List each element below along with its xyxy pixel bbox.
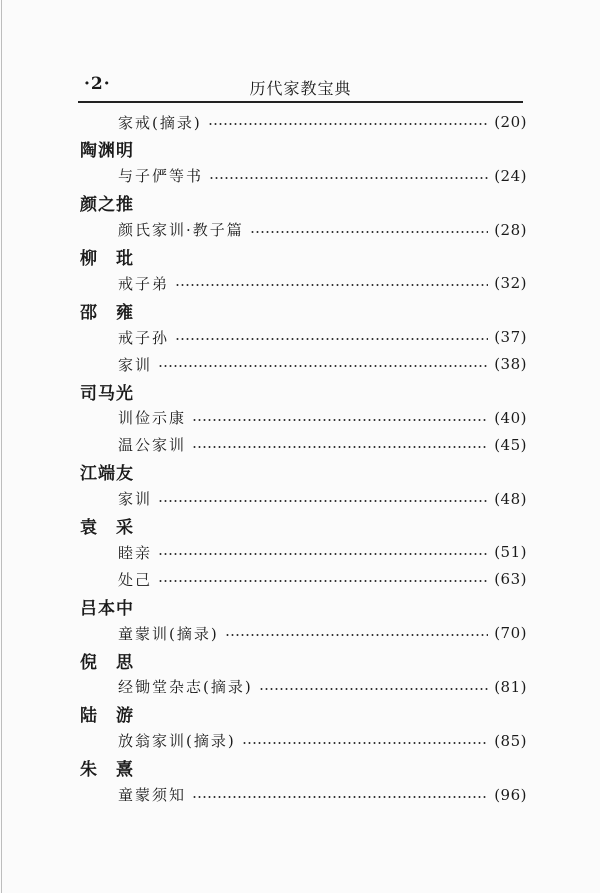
author-name: 陶渊明 — [80, 141, 134, 162]
running-header — [78, 74, 523, 100]
toc-author[interactable] — [80, 648, 134, 672]
dot-leader — [192, 446, 488, 448]
entry-page-number: (63) — [494, 570, 527, 589]
dot-leader — [208, 123, 488, 125]
entry-page-number: (40) — [494, 408, 527, 427]
toc-entry[interactable] — [118, 540, 527, 564]
entry-title: 戒子孙 — [118, 328, 170, 347]
header-rule — [78, 101, 523, 103]
dot-leader — [158, 365, 488, 367]
dot-leader — [209, 177, 488, 179]
toc-author[interactable] — [80, 245, 134, 269]
entry-page-number: (28) — [494, 220, 527, 239]
entry-title: 训俭示康 — [118, 409, 187, 428]
page-number: ·2· — [84, 74, 111, 94]
author-name: 陆 游 — [80, 706, 134, 727]
entry-page-number: (37) — [494, 328, 527, 347]
toc-author[interactable] — [80, 702, 134, 726]
entry-title: 家训 — [118, 490, 153, 509]
author-name: 袁 采 — [80, 518, 134, 538]
entry-page-number: (32) — [494, 274, 527, 293]
dot-leader — [250, 231, 488, 233]
toc-entry[interactable] — [118, 567, 527, 591]
entry-title: 童蒙须知 — [118, 786, 187, 804]
page-edge — [1, 0, 2, 893]
dot-leader — [259, 688, 488, 690]
entry-title: 睦亲 — [118, 543, 153, 562]
dot-leader — [175, 284, 488, 286]
toc-author[interactable] — [80, 379, 134, 403]
dot-leader — [192, 796, 488, 798]
author-name: 邵 雍 — [80, 302, 134, 323]
book-title: 历代家教宝典 — [249, 79, 352, 98]
toc-author[interactable] — [80, 460, 134, 484]
toc-entry[interactable] — [118, 218, 527, 242]
dot-leader — [225, 634, 488, 636]
entry-page-number: (70) — [494, 624, 527, 643]
entry-title: 经锄堂杂志(摘录) — [118, 678, 253, 697]
entry-title: 童蒙训(摘录) — [118, 624, 219, 643]
entry-page-number: (24) — [494, 166, 527, 185]
toc-entry[interactable] — [118, 783, 527, 807]
entry-page-number: (45) — [494, 435, 527, 454]
entry-title: 家训 — [118, 355, 153, 374]
toc-entry[interactable] — [118, 325, 527, 349]
toc-entry[interactable] — [118, 621, 527, 645]
author-name: 倪 思 — [80, 652, 134, 673]
toc-entry[interactable] — [118, 433, 527, 457]
toc-entry[interactable] — [118, 406, 527, 430]
dot-leader — [192, 419, 488, 421]
entry-page-number: (38) — [494, 355, 527, 374]
dot-leader — [158, 500, 488, 502]
toc-author[interactable] — [80, 137, 134, 161]
author-name: 颜之推 — [80, 195, 134, 216]
entry-page-number: (51) — [494, 543, 527, 562]
toc-author[interactable] — [80, 298, 134, 322]
entry-title: 温公家训 — [118, 436, 187, 455]
toc-entry[interactable] — [118, 487, 527, 511]
dot-leader — [158, 580, 488, 582]
entry-page-number: (96) — [494, 785, 527, 804]
entry-page-number: (81) — [494, 677, 527, 696]
entry-title: 与子俨等书 — [118, 167, 204, 186]
entry-title: 颜氏家训·教子篇 — [118, 221, 244, 240]
toc-entry[interactable] — [118, 164, 527, 188]
entry-page-number: (85) — [494, 731, 527, 750]
author-name: 江端友 — [80, 464, 134, 485]
author-name: 柳 玭 — [80, 249, 134, 269]
toc-entry[interactable] — [118, 271, 527, 295]
author-name: 朱 熹 — [80, 760, 134, 781]
entry-page-number: (20) — [494, 113, 527, 131]
dot-leader — [175, 338, 488, 340]
entry-page-number: (48) — [494, 489, 527, 508]
toc-author[interactable] — [80, 514, 134, 538]
toc-entry[interactable] — [118, 675, 527, 699]
entry-title: 处己 — [118, 570, 153, 589]
toc-entry[interactable] — [118, 110, 527, 134]
dot-leader — [242, 742, 488, 744]
entry-title: 家戒(摘录) — [118, 113, 202, 132]
toc-entry[interactable] — [118, 352, 527, 376]
toc-author[interactable] — [80, 756, 134, 780]
author-name: 司马光 — [80, 383, 134, 404]
dot-leader — [158, 553, 488, 555]
toc-author[interactable] — [80, 191, 134, 215]
toc-entry[interactable] — [118, 729, 527, 753]
author-name: 吕本中 — [80, 598, 134, 619]
entry-title: 放翁家训(摘录) — [118, 732, 236, 751]
entry-title: 戒子弟 — [118, 274, 170, 293]
toc-author[interactable] — [80, 594, 134, 618]
